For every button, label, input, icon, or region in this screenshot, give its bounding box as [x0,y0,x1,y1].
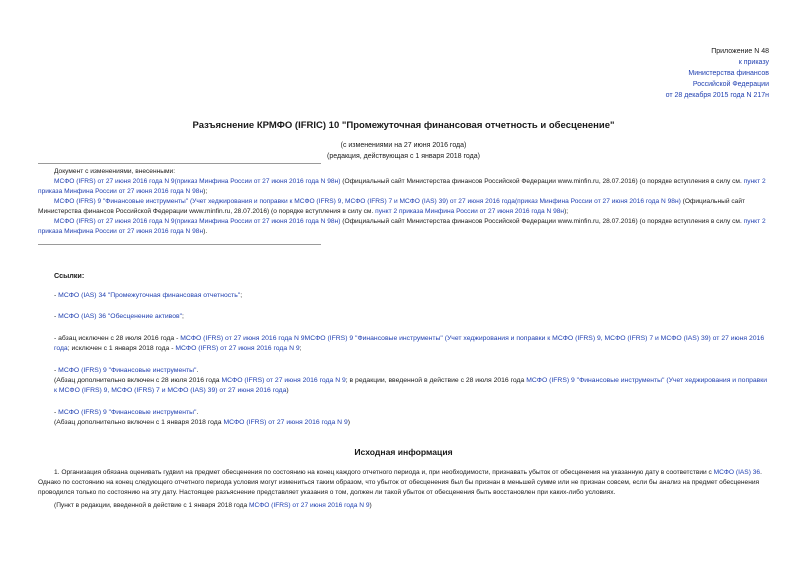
top-divider [38,163,321,164]
ifrs9-2018-note-link[interactable]: МСФО (IFRS) от 27 июня 2016 года N 9 [223,419,348,426]
ifrs9-link[interactable]: МСФО (IFRS) 9 "Финансовые инструменты" [58,367,197,374]
change-3-order-link[interactable]: (приказ Минфина России от 27 июня 2016 года N 98н) [174,218,341,225]
paragraph-1 [38,468,770,511]
ias36-inline-link[interactable]: МСФО (IAS) 36 [713,469,761,476]
ref-item-ifrs9-2018: - МСФО (IFRS) 9 "Финансовые инструменты". (Абзац дополнительно включен с 1 января 2018 года МСФО (IFRS) от 27 июня 2016 года N 9) [54,408,770,428]
ref-item-ias34: - МСФО (IAS) 34 "Промежуточная финансовая отчетность"; [54,292,243,299]
paragraph-1-note-link[interactable]: МСФО (IFRS) от 27 июня 2016 года N 9 [248,502,370,509]
excluded-link-3[interactable]: МСФО (IFRS) от 27 июня 2016 года N 9 [175,345,300,352]
change-2-order-link[interactable]: (приказ Минфина России от 27 июня 2016 года N 98н) [514,198,681,205]
order-date-link[interactable]: от 28 декабря 2015 года N 217н [665,92,769,99]
change-2-clause-link[interactable]: пункт 2 приказа Минфина России от 27 июня 2016 года N 98н [375,208,565,215]
ref-item-excluded: - абзац исключен с 28 июля 2016 года - МСФО (IFRS) от 27 июня 2016 года N 9МСФО (IFRS) 9 "Финансовые инструменты" (Учет хеджирования и поправки к МСФО (IFRS) 9, МСФО (IFRS) 7 и МСФО (IAS) 39) от 27 июня 2016 года; исключен с 1 января 2018 года - МСФО (IFRS) от 27 июня 2016 года N 9; [54,335,765,352]
change-3-clause-link[interactable]: пункт 2 приказа Минфина России от 27 июня 2016 года N 98н [38,218,766,235]
changes-intro: Документ с изменениями, внесенными: [54,168,176,175]
section-heading: Исходная информация [354,447,453,457]
excluded-link-1[interactable]: МСФО (IFRS) от 27 июня 2016 года N 9 [180,335,305,342]
ref-item-ifrs9: - МСФО (IFRS) 9 "Финансовые инструменты". (Абзац дополнительно включен с 28 июля 2016 года МСФО (IFRS) от 27 июня 2016 года N 9; в редакции, введенной в действие с 28 июля 2016 года МСФО (IFRS) 9 "Финансовые инструменты" (Учет хеджирования и поправки к МСФО (IFRS) 9, МСФО (IFRS) 7 и МСФО (IAS) 39) от 27 июня 2016 года) [54,366,770,396]
ref-item-ias36: - МСФО (IAS) 36 "Обесценение активов"; [54,313,184,320]
change-item-3: МСФО (IFRS) от 27 июня 2016 года N 9(приказ Минфина России от 27 июня 2016 года N 98н) (Официальный сайт Министерства финансов Российской Федерации www.minfin.ru, 28.07.2016) (о порядке вступления в силу см. пункт 2 приказа Минфина России от 27 июня 2016 года N 98н). [38,218,766,235]
ifrs9-note-link-1[interactable]: МСФО (IFRS) от 27 июня 2016 года N 9 [221,377,346,384]
excluded-link-2[interactable]: МСФО (IFRS) 9 "Финансовые инструменты" (Учет хеджирования и поправки к МСФО (IFRS) 9, МСФО (IFRS) 7 и МСФО (IAS) 39) от 27 июня 2016 года [54,335,765,352]
changes-block [38,167,770,237]
ifrs9-2018-note: (Абзац дополнительно включен с 1 января 2018 года МСФО (IFRS) от 27 июня 2016 года N 9) [54,419,350,426]
amendment-note: (с изменениями на 27 июня 2016 года) [340,142,467,149]
change-1-order-link[interactable]: (приказ Минфина России от 27 июня 2016 года N 98н) [174,178,341,185]
federation-link[interactable]: Российской Федерации [692,81,769,88]
appendix-block [666,46,769,101]
change-item-1: МСФО (IFRS) от 27 июня 2016 года N 9(приказ Минфина России от 27 июня 2016 года N 98н) (Официальный сайт Министерства финансов Российской Федерации www.minfin.ru, 28.07.2016) (о порядке вступления в силу см. пункт 2 приказа Минфина России от 27 июня 2016 года N 98н); [38,178,766,195]
bottom-divider [38,244,321,245]
change-3-link[interactable]: МСФО (IFRS) от 27 июня 2016 года N 9 [54,218,175,225]
change-2-link[interactable]: МСФО (IFRS) 9 "Финансовые инструменты" (Учет хеджирования и поправки к МСФО (IFRS) 9, МСФО (IFRS) 7 и МСФО (IAS) 39) от 27 июня 2016 года [54,198,515,205]
ias36-link[interactable]: МСФО (IAS) 36 "Обесценение активов" [58,313,183,320]
appendix-number: Приложение N 48 [711,48,769,55]
document-title: Разъяснение КРМФО (IFRIC) 10 "Промежуточная финансовая отчетность и обесценение" [192,120,615,131]
edition-note: (редакция, действующая с 1 января 2018 года) [327,153,480,160]
change-1-clause-link[interactable]: пункт 2 приказа Минфина России от 27 июня 2016 года N 98н [38,178,766,195]
ifrs9-2018-link[interactable]: МСФО (IFRS) 9 "Финансовые инструменты" [58,409,197,416]
change-1-link[interactable]: МСФО (IFRS) от 27 июня 2016 года N 9 [54,178,175,185]
order-link[interactable]: к приказу [738,59,769,66]
ifrs9-note: (Абзац дополнительно включен с 28 июля 2016 года МСФО (IFRS) от 27 июня 2016 года N 9; в редакции, введенной в действие с 28 июля 2016 года МСФО (IFRS) 9 "Финансовые инструменты" (Учет хеджирования и поправки к МСФО (IFRS) 9, МСФО (IFRS) 7 и МСФО (IAS) 39) от 27 июня 2016 года) [54,377,768,394]
paragraph-1-note: (Пункт в редакции, введенной в действие с 1 января 2018 года МСФО (IFRS) от 27 июня 2016 года N 9) [54,502,372,509]
ias34-link[interactable]: МСФО (IAS) 34 "Промежуточная финансовая отчетность" [58,292,241,299]
ministry-link[interactable]: Министерства финансов [688,70,769,77]
refs-heading: Ссылки: [54,271,85,280]
paragraph-1-text: 1. Организация обязана оценивать гудвил на предмет обесценения по состоянию на конец каждого отчетного периода и, при необходимости, признавать убыток от обесценения на указанную дату в соответствии с МСФО (IAS) 36. Однако по состоянию на конец следующего отчетного периода условия могут измениться таким образом, что убыток от обесценения был бы признан в меньшей сумме или не признан совсем, если бы анализ на предмет обесценения проводился только по состоянию на эту дату. Настоящее разъяснение представляет указания о том, должен ли такой убыток от обесценения быть восстановлен при каких-либо условиях. [38,469,762,496]
document-subtitle [0,140,807,162]
ifrs9-note-link-2[interactable]: МСФО (IFRS) 9 "Финансовые инструменты" (Учет хеджирования и поправки к МСФО (IFRS) 9, МСФО (IFRS) 7 и МСФО (IAS) 39) от 27 июня 2016 года [54,377,768,394]
change-item-2: МСФО (IFRS) 9 "Финансовые инструменты" (Учет хеджирования и поправки к МСФО (IFRS) 9, МСФО (IFRS) 7 и МСФО (IAS) 39) от 27 июня 2016 года(приказ Минфина России от 27 июня 2016 года N 98н) (Официальный сайт Министерства финансов Российской Федерации www.minfin.ru, 28.07.2016) (о порядке вступления в силу см. пункт 2 приказа Минфина России от 27 июня 2016 года N 98н); [38,198,746,215]
